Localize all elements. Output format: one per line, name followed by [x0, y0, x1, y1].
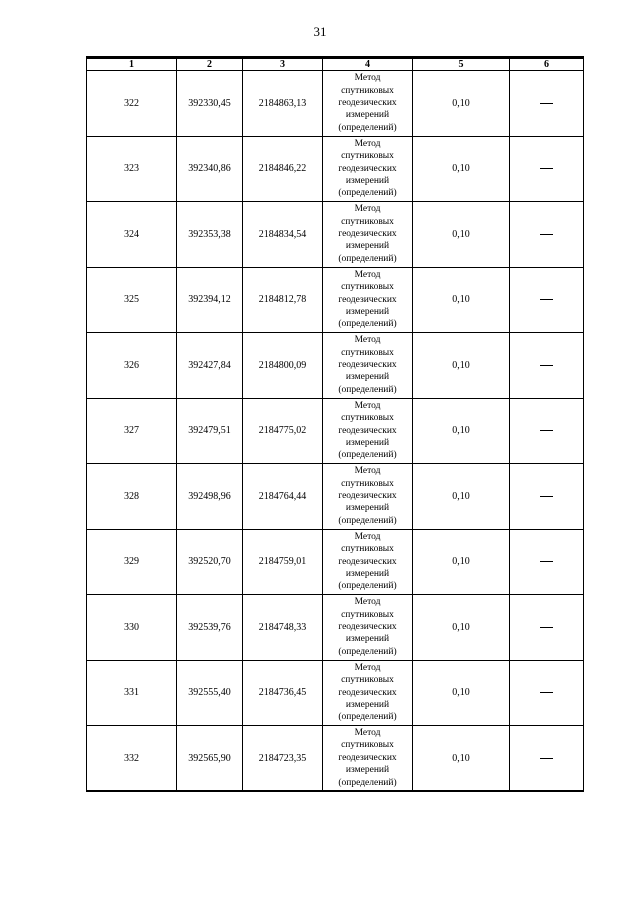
- method-line: геодезических: [338, 752, 397, 763]
- point-number-cell: 327: [87, 398, 177, 464]
- point-number-cell: 332: [87, 726, 177, 792]
- method-line: Метод: [354, 73, 381, 84]
- point-number-cell: 326: [87, 333, 177, 399]
- method-cell: [323, 464, 413, 530]
- method-line: (определений): [338, 188, 397, 199]
- method-line: Метод: [354, 335, 381, 346]
- x-coordinate-cell: 392539,76: [177, 595, 243, 661]
- page-number: 31: [313, 24, 327, 39]
- note-cell: [510, 529, 584, 595]
- y-coordinate-cell: 2184812,78: [243, 267, 323, 333]
- y-coordinate-cell: 2184748,33: [243, 595, 323, 661]
- method-line: (определений): [338, 122, 397, 133]
- x-coordinate-cell: 392555,40: [177, 660, 243, 726]
- header-col-6: 6: [510, 59, 584, 71]
- accuracy-cell: 0,10: [413, 726, 510, 792]
- y-coordinate-cell: 2184736,45: [243, 660, 323, 726]
- table-row: [87, 267, 584, 333]
- header-col-2: 2: [177, 59, 243, 71]
- accuracy-cell: 0,10: [413, 398, 510, 464]
- table-row: [87, 595, 584, 661]
- accuracy-cell: 0,10: [413, 136, 510, 202]
- x-coordinate-cell: 392427,84: [177, 333, 243, 399]
- dash-mark: [540, 430, 553, 431]
- method-line: измерений: [345, 372, 390, 383]
- method-line: (определений): [338, 253, 397, 264]
- dash-mark: [540, 299, 553, 300]
- table-row: [87, 333, 584, 399]
- table-row: [87, 71, 584, 137]
- note-cell: [510, 464, 584, 530]
- method-line: спутниковых: [341, 85, 394, 96]
- x-coordinate-cell: 392340,86: [177, 136, 243, 202]
- method-line: измерений: [345, 437, 390, 448]
- method-line: спутниковых: [341, 544, 394, 555]
- header-row: [87, 59, 584, 71]
- table-row: [87, 529, 584, 595]
- table-row: [87, 202, 584, 268]
- dash-mark: [540, 168, 553, 169]
- y-coordinate-cell: 2184723,35: [243, 726, 323, 792]
- dash-mark: [540, 561, 553, 562]
- method-line: Метод: [354, 727, 381, 738]
- table-row: [87, 726, 584, 792]
- method-line: измерений: [345, 503, 390, 514]
- method-line: спутниковых: [341, 216, 394, 227]
- point-number-cell: 329: [87, 529, 177, 595]
- y-coordinate-cell: 2184800,09: [243, 333, 323, 399]
- dash-mark: [540, 496, 553, 497]
- method-line: Метод: [354, 662, 381, 673]
- method-line: Метод: [354, 531, 381, 542]
- dash-mark: [540, 692, 553, 693]
- method-line: измерений: [345, 699, 390, 710]
- accuracy-cell: 0,10: [413, 595, 510, 661]
- method-line: Метод: [354, 204, 381, 215]
- accuracy-cell: 0,10: [413, 464, 510, 530]
- note-cell: [510, 71, 584, 137]
- method-line: (определений): [338, 515, 397, 526]
- method-line: измерений: [345, 110, 390, 121]
- note-cell: [510, 267, 584, 333]
- table-row: [87, 398, 584, 464]
- accuracy-cell: 0,10: [413, 529, 510, 595]
- point-number-cell: 322: [87, 71, 177, 137]
- method-line: (определений): [338, 319, 397, 330]
- method-line: измерений: [345, 634, 390, 645]
- coordinates-table: [86, 56, 584, 792]
- method-line: (определений): [338, 384, 397, 395]
- method-cell: [323, 333, 413, 399]
- method-line: геодезических: [338, 425, 397, 436]
- method-line: Метод: [354, 138, 381, 149]
- method-line: геодезических: [338, 687, 397, 698]
- note-cell: [510, 202, 584, 268]
- x-coordinate-cell: 392330,45: [177, 71, 243, 137]
- note-cell: [510, 398, 584, 464]
- method-line: спутниковых: [341, 675, 394, 686]
- point-number-cell: 323: [87, 136, 177, 202]
- method-line: спутниковых: [341, 609, 394, 620]
- method-line: геодезических: [338, 491, 397, 502]
- method-line: измерений: [345, 765, 390, 776]
- method-cell: [323, 71, 413, 137]
- method-line: спутниковых: [341, 282, 394, 293]
- dash-mark: [540, 758, 553, 759]
- point-number-cell: 330: [87, 595, 177, 661]
- method-line: спутниковых: [341, 151, 394, 162]
- note-cell: [510, 595, 584, 661]
- header-col-5: 5: [413, 59, 510, 71]
- y-coordinate-cell: 2184764,44: [243, 464, 323, 530]
- method-line: спутниковых: [341, 413, 394, 424]
- method-line: измерений: [345, 241, 390, 252]
- dash-mark: [540, 234, 553, 235]
- note-cell: [510, 660, 584, 726]
- table-row: [87, 660, 584, 726]
- method-line: (определений): [338, 646, 397, 657]
- method-cell: [323, 267, 413, 333]
- accuracy-cell: 0,10: [413, 333, 510, 399]
- method-cell: [323, 529, 413, 595]
- method-line: Метод: [354, 400, 381, 411]
- method-line: геодезических: [338, 556, 397, 567]
- method-line: геодезических: [338, 294, 397, 305]
- method-line: Метод: [354, 269, 381, 280]
- method-cell: [323, 398, 413, 464]
- table-row: [87, 136, 584, 202]
- method-cell: [323, 202, 413, 268]
- method-cell: [323, 726, 413, 792]
- y-coordinate-cell: 2184863,13: [243, 71, 323, 137]
- note-cell: [510, 136, 584, 202]
- method-line: спутниковых: [341, 478, 394, 489]
- note-cell: [510, 726, 584, 792]
- accuracy-cell: 0,10: [413, 267, 510, 333]
- method-line: геодезических: [338, 622, 397, 633]
- table-row: [87, 464, 584, 530]
- header-col-1: 1: [87, 59, 177, 71]
- method-cell: [323, 595, 413, 661]
- x-coordinate-cell: 392498,96: [177, 464, 243, 530]
- y-coordinate-cell: 2184846,22: [243, 136, 323, 202]
- method-line: измерений: [345, 306, 390, 317]
- header-col-4: 4: [323, 59, 413, 71]
- method-line: геодезических: [338, 360, 397, 371]
- header-col-3: 3: [243, 59, 323, 71]
- method-line: геодезических: [338, 98, 397, 109]
- dash-mark: [540, 365, 553, 366]
- method-line: спутниковых: [341, 347, 394, 358]
- accuracy-cell: 0,10: [413, 202, 510, 268]
- point-number-cell: 328: [87, 464, 177, 530]
- y-coordinate-cell: 2184759,01: [243, 529, 323, 595]
- method-line: (определений): [338, 712, 397, 723]
- note-cell: [510, 333, 584, 399]
- method-line: Метод: [354, 597, 381, 608]
- method-line: измерений: [345, 568, 390, 579]
- x-coordinate-cell: 392394,12: [177, 267, 243, 333]
- x-coordinate-cell: 392353,38: [177, 202, 243, 268]
- method-line: геодезических: [338, 163, 397, 174]
- point-number-cell: 325: [87, 267, 177, 333]
- point-number-cell: 324: [87, 202, 177, 268]
- accuracy-cell: 0,10: [413, 660, 510, 726]
- y-coordinate-cell: 2184834,54: [243, 202, 323, 268]
- method-cell: [323, 660, 413, 726]
- y-coordinate-cell: 2184775,02: [243, 398, 323, 464]
- x-coordinate-cell: 392565,90: [177, 726, 243, 792]
- x-coordinate-cell: 392520,70: [177, 529, 243, 595]
- method-line: геодезических: [338, 229, 397, 240]
- method-line: измерений: [345, 175, 390, 186]
- method-cell: [323, 136, 413, 202]
- dash-mark: [540, 103, 553, 104]
- point-number-cell: 331: [87, 660, 177, 726]
- method-line: Метод: [354, 466, 381, 477]
- method-line: (определений): [338, 581, 397, 592]
- dash-mark: [540, 627, 553, 628]
- method-line: спутниковых: [341, 740, 394, 751]
- accuracy-cell: 0,10: [413, 71, 510, 137]
- method-line: (определений): [338, 777, 397, 788]
- x-coordinate-cell: 392479,51: [177, 398, 243, 464]
- method-line: (определений): [338, 450, 397, 461]
